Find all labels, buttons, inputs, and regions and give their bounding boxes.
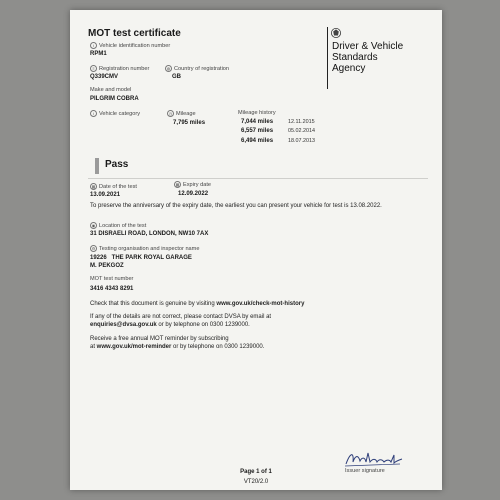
- history-miles-1: 7,044 miles: [241, 119, 274, 125]
- page-number: Page 1 of 1: [240, 469, 272, 475]
- royal-crest-icon: [330, 27, 342, 39]
- genuine-note: Check that this document is genuine by visiting www.gov.uk/check-mot-history: [90, 301, 305, 307]
- vin-value: RPM1: [90, 51, 107, 57]
- history-date-2: 05.02.2014: [288, 128, 315, 134]
- reminder-note: Receive a free annual MOT reminder by subscribing at www.gov.uk/mot-reminder or by telephone on 0300 1239000.: [90, 336, 265, 350]
- expiry-date-label: ▦ Expiry date: [175, 181, 211, 188]
- section-divider: [88, 178, 428, 179]
- test-date-value: 13.09.2021: [90, 192, 121, 198]
- country-label: ◍ Country of registration: [166, 65, 230, 72]
- history-date-3: 18.07.2013: [288, 138, 315, 144]
- history-miles-3: 6,494 miles: [241, 138, 274, 144]
- test-result: Pass: [105, 159, 129, 170]
- issuer-signature-label: Issuer signature: [345, 468, 385, 474]
- garage-icon: ⚙: [91, 246, 96, 251]
- globe-icon: ◍: [166, 66, 171, 71]
- category-label: i Vehicle category: [90, 110, 140, 117]
- make-model-label: Make and model: [90, 87, 132, 93]
- test-number-value: 3416 4343 8291: [90, 286, 134, 292]
- issuer-name: Driver & Vehicle Standards Agency: [332, 41, 404, 74]
- org-label: ⚙ Testing organisation and inspector name: [91, 245, 200, 252]
- info-icon: i: [90, 110, 97, 117]
- result-marker: [95, 158, 99, 174]
- issuer-divider: [327, 27, 328, 89]
- reg-value: Q339CMV: [90, 74, 119, 80]
- history-miles-2: 6,557 miles: [241, 128, 274, 134]
- test-date-label: ▦ Date of the test: [91, 183, 137, 190]
- test-number-label: MOT test number: [90, 276, 134, 282]
- expiry-date-value: 12.09.2022: [178, 191, 209, 197]
- inspector-value: M. PEKGOZ: [90, 263, 124, 269]
- mot-certificate: [70, 10, 442, 490]
- dvsa-email-link[interactable]: enquiries@dvsa.gov.uk: [90, 322, 157, 328]
- reg-label: ≡ Registration number: [90, 65, 149, 72]
- preserve-note: To preserve the anniversary of the expiry date, the earliest you can present your vehicle for test is 13.08.2022.: [90, 203, 382, 209]
- issuer-signature: [342, 447, 404, 469]
- mileage-label: ◷ Mileage: [168, 110, 196, 117]
- registration-icon: ≡: [90, 65, 97, 72]
- info-icon: i: [90, 42, 97, 49]
- location-value: 31 DISRAELI ROAD, LONDON, NW10 7AX: [90, 231, 209, 237]
- location-pin-icon: ◉: [91, 223, 96, 228]
- incorrect-details-note: If any of the details are not correct, please contact DVSA by email at enquiries@dvsa.gov.uk or by telephone on 0300 1239000.: [90, 314, 272, 328]
- mot-reminder-link[interactable]: www.gov.uk/mot-reminder: [96, 344, 172, 350]
- check-mot-history-link[interactable]: www.gov.uk/check-mot-history: [216, 301, 305, 307]
- mileage-history-label: Mileage history: [238, 110, 276, 116]
- calendar-icon: ▦: [91, 184, 96, 189]
- mileage-value: 7,795 miles: [173, 120, 206, 126]
- form-code: VT20/2.0: [243, 479, 269, 485]
- make-model-value: PILGRIM COBRA: [90, 96, 139, 102]
- document-title: MOT test certificate: [88, 28, 181, 39]
- org-value: 19226 THE PARK ROYAL GARAGE: [90, 255, 192, 261]
- vin-label: i Vehicle identification number: [90, 42, 170, 49]
- country-value: GB: [172, 74, 181, 80]
- calendar-icon: ▦: [175, 182, 180, 187]
- history-date-1: 12.11.2015: [288, 119, 315, 125]
- odometer-icon: ◷: [168, 111, 173, 116]
- location-label: ◉ Location of the test: [91, 222, 147, 229]
